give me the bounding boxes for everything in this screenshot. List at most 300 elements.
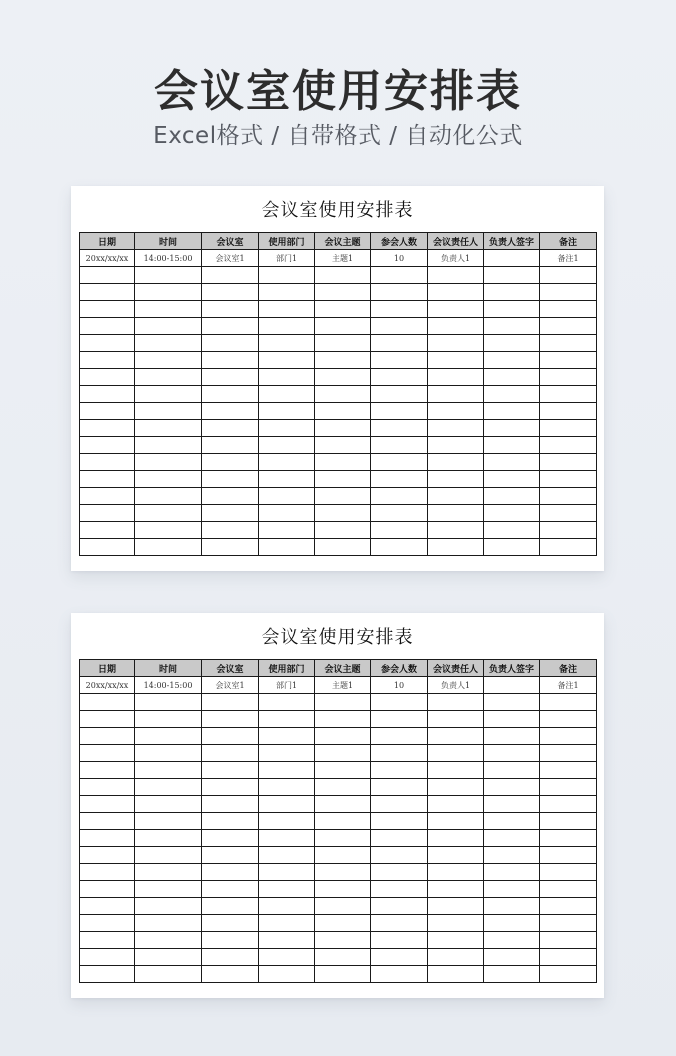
table-row-empty <box>80 471 597 488</box>
empty-cell <box>315 318 371 335</box>
spreadsheet-preview-2 <box>71 613 604 998</box>
empty-cell <box>135 711 202 728</box>
column-header-topic: 会议主题 <box>315 660 371 677</box>
empty-cell <box>259 522 315 539</box>
empty-cell <box>202 522 259 539</box>
empty-cell <box>540 267 597 284</box>
empty-cell <box>80 437 135 454</box>
empty-cell <box>259 779 315 796</box>
empty-cell <box>428 284 484 301</box>
empty-cell <box>259 505 315 522</box>
empty-cell <box>428 881 484 898</box>
empty-cell <box>135 352 202 369</box>
empty-cell <box>540 864 597 881</box>
cell-owner: 负责人1 <box>428 250 484 267</box>
empty-cell <box>80 711 135 728</box>
table-row-empty <box>80 830 597 847</box>
empty-cell <box>371 386 428 403</box>
empty-cell <box>202 301 259 318</box>
empty-cell <box>135 949 202 966</box>
empty-cell <box>202 966 259 983</box>
empty-cell <box>371 369 428 386</box>
empty-cell <box>484 369 540 386</box>
cell-room: 会议室1 <box>202 250 259 267</box>
empty-cell <box>80 301 135 318</box>
empty-cell <box>484 830 540 847</box>
empty-cell <box>259 813 315 830</box>
empty-cell <box>428 318 484 335</box>
empty-cell <box>371 711 428 728</box>
empty-cell <box>540 369 597 386</box>
empty-cell <box>315 267 371 284</box>
empty-cell <box>259 420 315 437</box>
empty-cell <box>202 420 259 437</box>
empty-cell <box>371 932 428 949</box>
empty-cell <box>484 711 540 728</box>
empty-cell <box>371 864 428 881</box>
empty-cell <box>428 813 484 830</box>
empty-cell <box>315 796 371 813</box>
empty-cell <box>315 864 371 881</box>
empty-cell <box>371 762 428 779</box>
empty-cell <box>259 711 315 728</box>
empty-cell <box>540 745 597 762</box>
schedule-table <box>79 232 597 556</box>
empty-cell <box>484 505 540 522</box>
empty-cell <box>371 522 428 539</box>
empty-cell <box>80 779 135 796</box>
empty-cell <box>202 471 259 488</box>
empty-cell <box>202 915 259 932</box>
empty-cell <box>202 847 259 864</box>
empty-cell <box>540 454 597 471</box>
empty-cell <box>484 386 540 403</box>
empty-cell <box>315 352 371 369</box>
cell-time: 14:00-15:00 <box>135 677 202 694</box>
table-row-empty <box>80 762 597 779</box>
empty-cell <box>80 898 135 915</box>
empty-cell <box>202 267 259 284</box>
cell-date: 20xx/xx/xx <box>80 250 135 267</box>
empty-cell <box>259 898 315 915</box>
empty-cell <box>428 539 484 556</box>
cell-attendees: 10 <box>371 250 428 267</box>
empty-cell <box>259 386 315 403</box>
empty-cell <box>135 881 202 898</box>
empty-cell <box>484 420 540 437</box>
table-row-empty <box>80 745 597 762</box>
empty-cell <box>540 966 597 983</box>
column-header-attendees: 参会人数 <box>371 233 428 250</box>
column-header-note: 备注 <box>540 233 597 250</box>
schedule-table <box>79 659 597 983</box>
empty-cell <box>371 471 428 488</box>
empty-cell <box>80 796 135 813</box>
empty-cell <box>428 779 484 796</box>
table-row-empty <box>80 813 597 830</box>
empty-cell <box>135 318 202 335</box>
empty-cell <box>80 864 135 881</box>
empty-cell <box>428 437 484 454</box>
empty-cell <box>371 284 428 301</box>
empty-cell <box>484 949 540 966</box>
empty-cell <box>371 847 428 864</box>
table-row-empty <box>80 267 597 284</box>
empty-cell <box>428 728 484 745</box>
empty-cell <box>315 762 371 779</box>
empty-cell <box>135 694 202 711</box>
empty-cell <box>428 847 484 864</box>
column-header-room: 会议室 <box>202 233 259 250</box>
empty-cell <box>428 454 484 471</box>
sheet-title: 会议室使用安排表 <box>261 627 414 648</box>
empty-cell <box>484 471 540 488</box>
empty-cell <box>259 284 315 301</box>
empty-cell <box>202 949 259 966</box>
empty-cell <box>540 694 597 711</box>
empty-cell <box>259 369 315 386</box>
empty-cell <box>315 369 371 386</box>
empty-cell <box>315 847 371 864</box>
empty-cell <box>484 813 540 830</box>
empty-cell <box>428 864 484 881</box>
empty-cell <box>259 267 315 284</box>
empty-cell <box>202 437 259 454</box>
empty-cell <box>315 932 371 949</box>
empty-cell <box>80 420 135 437</box>
header-row <box>80 660 597 677</box>
empty-cell <box>484 881 540 898</box>
empty-cell <box>540 932 597 949</box>
empty-cell <box>428 762 484 779</box>
empty-cell <box>540 488 597 505</box>
table-row-empty <box>80 915 597 932</box>
empty-cell <box>135 403 202 420</box>
empty-cell <box>428 915 484 932</box>
empty-cell <box>259 745 315 762</box>
empty-cell <box>540 915 597 932</box>
empty-cell <box>202 694 259 711</box>
empty-cell <box>135 762 202 779</box>
table-row-empty <box>80 369 597 386</box>
empty-cell <box>80 847 135 864</box>
table-row-empty <box>80 335 597 352</box>
table-row-empty <box>80 881 597 898</box>
table-row-empty <box>80 779 597 796</box>
cell-note: 备注1 <box>540 250 597 267</box>
empty-cell <box>135 813 202 830</box>
empty-cell <box>202 711 259 728</box>
empty-cell <box>484 898 540 915</box>
empty-cell <box>315 881 371 898</box>
table-row-empty <box>80 796 597 813</box>
empty-cell <box>540 847 597 864</box>
empty-cell <box>315 335 371 352</box>
empty-cell <box>315 813 371 830</box>
empty-cell <box>484 779 540 796</box>
empty-cell <box>135 966 202 983</box>
empty-cell <box>540 352 597 369</box>
empty-cell <box>135 301 202 318</box>
empty-cell <box>259 352 315 369</box>
empty-cell <box>80 694 135 711</box>
empty-cell <box>540 728 597 745</box>
empty-cell <box>80 539 135 556</box>
empty-cell <box>371 898 428 915</box>
empty-cell <box>315 779 371 796</box>
empty-cell <box>315 505 371 522</box>
cell-room: 会议室1 <box>202 677 259 694</box>
empty-cell <box>428 522 484 539</box>
empty-cell <box>540 711 597 728</box>
cell-owner: 负责人1 <box>428 677 484 694</box>
empty-cell <box>80 762 135 779</box>
empty-cell <box>315 694 371 711</box>
table-row-empty <box>80 284 597 301</box>
empty-cell <box>484 403 540 420</box>
empty-cell <box>202 539 259 556</box>
empty-cell <box>428 694 484 711</box>
empty-cell <box>315 471 371 488</box>
empty-cell <box>202 488 259 505</box>
empty-cell <box>202 762 259 779</box>
empty-cell <box>202 369 259 386</box>
empty-cell <box>202 403 259 420</box>
empty-cell <box>315 386 371 403</box>
empty-cell <box>80 488 135 505</box>
empty-cell <box>371 437 428 454</box>
empty-cell <box>135 267 202 284</box>
empty-cell <box>80 728 135 745</box>
empty-cell <box>428 386 484 403</box>
empty-cell <box>371 813 428 830</box>
empty-cell <box>484 694 540 711</box>
cell-time: 14:00-15:00 <box>135 250 202 267</box>
empty-cell <box>540 949 597 966</box>
empty-cell <box>202 284 259 301</box>
empty-cell <box>484 915 540 932</box>
empty-cell <box>259 539 315 556</box>
table-row-empty <box>80 420 597 437</box>
empty-cell <box>259 864 315 881</box>
empty-cell <box>80 881 135 898</box>
empty-cell <box>80 267 135 284</box>
empty-cell <box>259 403 315 420</box>
table-row-empty <box>80 403 597 420</box>
empty-cell <box>371 966 428 983</box>
empty-cell <box>428 949 484 966</box>
table-row-empty <box>80 488 597 505</box>
empty-cell <box>202 898 259 915</box>
empty-cell <box>202 352 259 369</box>
empty-cell <box>259 471 315 488</box>
empty-cell <box>484 966 540 983</box>
empty-cell <box>259 694 315 711</box>
column-header-note: 备注 <box>540 660 597 677</box>
empty-cell <box>80 403 135 420</box>
table-row-empty <box>80 505 597 522</box>
empty-cell <box>371 318 428 335</box>
empty-cell <box>135 369 202 386</box>
empty-cell <box>540 420 597 437</box>
table-row-empty <box>80 711 597 728</box>
empty-cell <box>484 847 540 864</box>
empty-cell <box>202 505 259 522</box>
empty-cell <box>80 318 135 335</box>
empty-cell <box>371 403 428 420</box>
table-row-empty <box>80 318 597 335</box>
empty-cell <box>202 745 259 762</box>
schedule-table-wrap <box>79 659 596 983</box>
empty-cell <box>428 335 484 352</box>
table-row <box>80 250 597 267</box>
empty-cell <box>371 728 428 745</box>
empty-cell <box>315 966 371 983</box>
cell-date: 20xx/xx/xx <box>80 677 135 694</box>
empty-cell <box>259 762 315 779</box>
table-row-empty <box>80 864 597 881</box>
empty-cell <box>80 335 135 352</box>
empty-cell <box>371 796 428 813</box>
empty-cell <box>315 745 371 762</box>
table-row-empty <box>80 437 597 454</box>
empty-cell <box>259 728 315 745</box>
empty-cell <box>315 728 371 745</box>
empty-cell <box>259 488 315 505</box>
empty-cell <box>428 420 484 437</box>
empty-cell <box>135 454 202 471</box>
empty-cell <box>315 403 371 420</box>
empty-cell <box>540 779 597 796</box>
empty-cell <box>371 488 428 505</box>
empty-cell <box>371 420 428 437</box>
empty-cell <box>540 437 597 454</box>
empty-cell <box>135 420 202 437</box>
empty-cell <box>80 386 135 403</box>
empty-cell <box>484 318 540 335</box>
empty-cell <box>315 522 371 539</box>
empty-cell <box>371 881 428 898</box>
empty-cell <box>135 284 202 301</box>
empty-cell <box>540 522 597 539</box>
empty-cell <box>371 335 428 352</box>
empty-cell <box>80 932 135 949</box>
cell-note: 备注1 <box>540 677 597 694</box>
empty-cell <box>135 728 202 745</box>
empty-cell <box>259 949 315 966</box>
empty-cell <box>371 745 428 762</box>
page-subtitle: Excel格式 / 自带格式 / 自动化公式 <box>153 123 523 149</box>
empty-cell <box>202 335 259 352</box>
empty-cell <box>135 335 202 352</box>
empty-cell <box>371 539 428 556</box>
empty-cell <box>371 915 428 932</box>
empty-cell <box>484 728 540 745</box>
empty-cell <box>202 728 259 745</box>
cell-topic: 主题1 <box>315 250 371 267</box>
empty-cell <box>80 949 135 966</box>
cell-department: 部门1 <box>259 677 315 694</box>
empty-cell <box>259 966 315 983</box>
empty-cell <box>80 369 135 386</box>
empty-cell <box>135 488 202 505</box>
empty-cell <box>259 335 315 352</box>
empty-cell <box>428 711 484 728</box>
empty-cell <box>80 284 135 301</box>
table-row-empty <box>80 386 597 403</box>
empty-cell <box>202 881 259 898</box>
spreadsheet-preview-1 <box>71 186 604 571</box>
empty-cell <box>315 711 371 728</box>
empty-cell <box>371 830 428 847</box>
empty-cell <box>135 386 202 403</box>
column-header-room: 会议室 <box>202 660 259 677</box>
empty-cell <box>80 966 135 983</box>
empty-cell <box>428 745 484 762</box>
table-row-empty <box>80 522 597 539</box>
empty-cell <box>80 471 135 488</box>
empty-cell <box>484 267 540 284</box>
empty-cell <box>202 813 259 830</box>
empty-cell <box>135 864 202 881</box>
empty-cell <box>315 898 371 915</box>
empty-cell <box>484 488 540 505</box>
empty-cell <box>428 505 484 522</box>
empty-cell <box>484 437 540 454</box>
empty-cell <box>135 471 202 488</box>
empty-cell <box>540 830 597 847</box>
empty-cell <box>259 437 315 454</box>
empty-cell <box>371 779 428 796</box>
empty-cell <box>259 847 315 864</box>
empty-cell <box>484 522 540 539</box>
cell-department: 部门1 <box>259 250 315 267</box>
empty-cell <box>540 796 597 813</box>
cell-attendees: 10 <box>371 677 428 694</box>
empty-cell <box>202 318 259 335</box>
column-header-owner: 会议责任人 <box>428 660 484 677</box>
empty-cell <box>484 454 540 471</box>
empty-cell <box>202 454 259 471</box>
empty-cell <box>540 386 597 403</box>
empty-cell <box>428 403 484 420</box>
column-header-time: 时间 <box>135 233 202 250</box>
empty-cell <box>259 318 315 335</box>
empty-cell <box>80 830 135 847</box>
empty-cell <box>202 932 259 949</box>
column-header-department: 使用部门 <box>259 233 315 250</box>
empty-cell <box>135 915 202 932</box>
empty-cell <box>428 898 484 915</box>
table-row-empty <box>80 539 597 556</box>
empty-cell <box>315 284 371 301</box>
column-header-date: 日期 <box>80 233 135 250</box>
empty-cell <box>315 830 371 847</box>
empty-cell <box>135 898 202 915</box>
empty-cell <box>135 932 202 949</box>
table-row-empty <box>80 454 597 471</box>
empty-cell <box>371 454 428 471</box>
empty-cell <box>428 966 484 983</box>
empty-cell <box>259 301 315 318</box>
empty-cell <box>428 796 484 813</box>
page-title: 会议室使用安排表 <box>154 66 522 117</box>
empty-cell <box>80 505 135 522</box>
empty-cell <box>80 915 135 932</box>
empty-cell <box>484 284 540 301</box>
empty-cell <box>135 847 202 864</box>
header-row <box>80 233 597 250</box>
